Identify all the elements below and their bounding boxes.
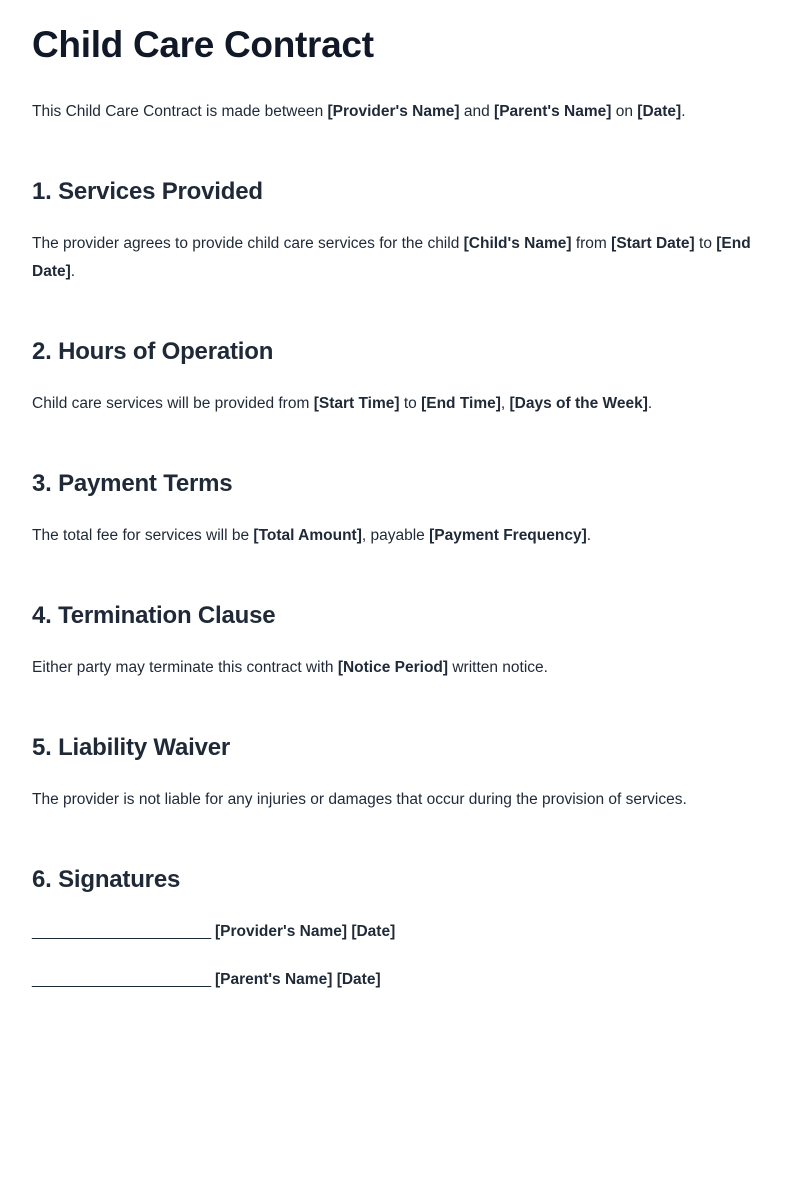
body-text: from <box>571 235 612 252</box>
signature-line-parent <box>32 966 768 994</box>
provider-name-placeholder: [Provider's Name] <box>214 923 348 940</box>
document-title: Child Care Contract <box>32 24 374 65</box>
end-time-placeholder: [End Time] <box>421 395 501 412</box>
signature-line-provider <box>32 918 768 946</box>
total-amount-placeholder: [Total Amount] <box>253 527 362 544</box>
section-heading: 2. Hours of Operation <box>32 338 274 365</box>
section-payment <box>32 468 768 550</box>
intro-text: This Child Care Contract is made between <box>32 103 328 120</box>
end-date-placeholder: [End Date] <box>32 235 751 280</box>
section-body <box>32 654 768 682</box>
payment-frequency-placeholder: [Payment Frequency] <box>429 527 587 544</box>
start-date-placeholder: [Start Date] <box>611 235 695 252</box>
section-signatures <box>32 864 768 994</box>
signature-rule: ______________________ <box>32 923 211 940</box>
body-text: Child care services will be provided from <box>32 395 314 412</box>
body-text: , payable <box>361 527 430 544</box>
date-placeholder: [Date] <box>336 971 381 988</box>
section-body <box>32 230 768 286</box>
days-placeholder: [Days of the Week] <box>509 395 648 412</box>
intro-text: and <box>459 103 495 120</box>
section-hours <box>32 336 768 418</box>
section-heading: 4. Termination Clause <box>32 602 276 629</box>
section-body: The provider is not liable for any injuries or damages that occur during the provision of services. <box>32 791 687 808</box>
section-services <box>32 176 768 286</box>
start-time-placeholder: [Start Time] <box>313 395 400 412</box>
section-heading: 6. Signatures <box>32 866 181 893</box>
body-text: to <box>694 235 717 252</box>
parent-name-placeholder: [Parent's Name] <box>494 103 612 120</box>
parent-name-placeholder: [Parent's Name] <box>214 971 333 988</box>
section-heading: 3. Payment Terms <box>32 470 233 497</box>
intro-text: on <box>611 103 638 120</box>
provider-name-placeholder: [Provider's Name] <box>327 103 460 120</box>
signature-rule: ______________________ <box>32 971 211 988</box>
body-text: Either party may terminate this contract with <box>32 659 338 676</box>
section-heading: 5. Liability Waiver <box>32 734 231 761</box>
body-text: The provider agrees to provide child care services for the child <box>32 235 464 252</box>
body-text: The total fee for services will be <box>32 527 254 544</box>
section-body <box>32 390 768 418</box>
body-text: to <box>399 395 422 412</box>
body-text: written notice. <box>448 659 548 676</box>
body-text: . <box>586 527 592 544</box>
section-termination <box>32 600 768 682</box>
body-text: . <box>70 263 76 280</box>
section-body <box>32 522 768 550</box>
notice-period-placeholder: [Notice Period] <box>337 659 449 676</box>
intro-paragraph <box>32 98 768 126</box>
child-name-placeholder: [Child's Name] <box>463 235 572 252</box>
date-placeholder: [Date] <box>351 923 396 940</box>
date-placeholder: [Date] <box>637 103 682 120</box>
body-text: , <box>500 395 510 412</box>
body-text: . <box>647 395 653 412</box>
section-heading: 1. Services Provided <box>32 178 263 205</box>
section-liability <box>32 732 768 814</box>
intro-text: . <box>681 103 686 120</box>
